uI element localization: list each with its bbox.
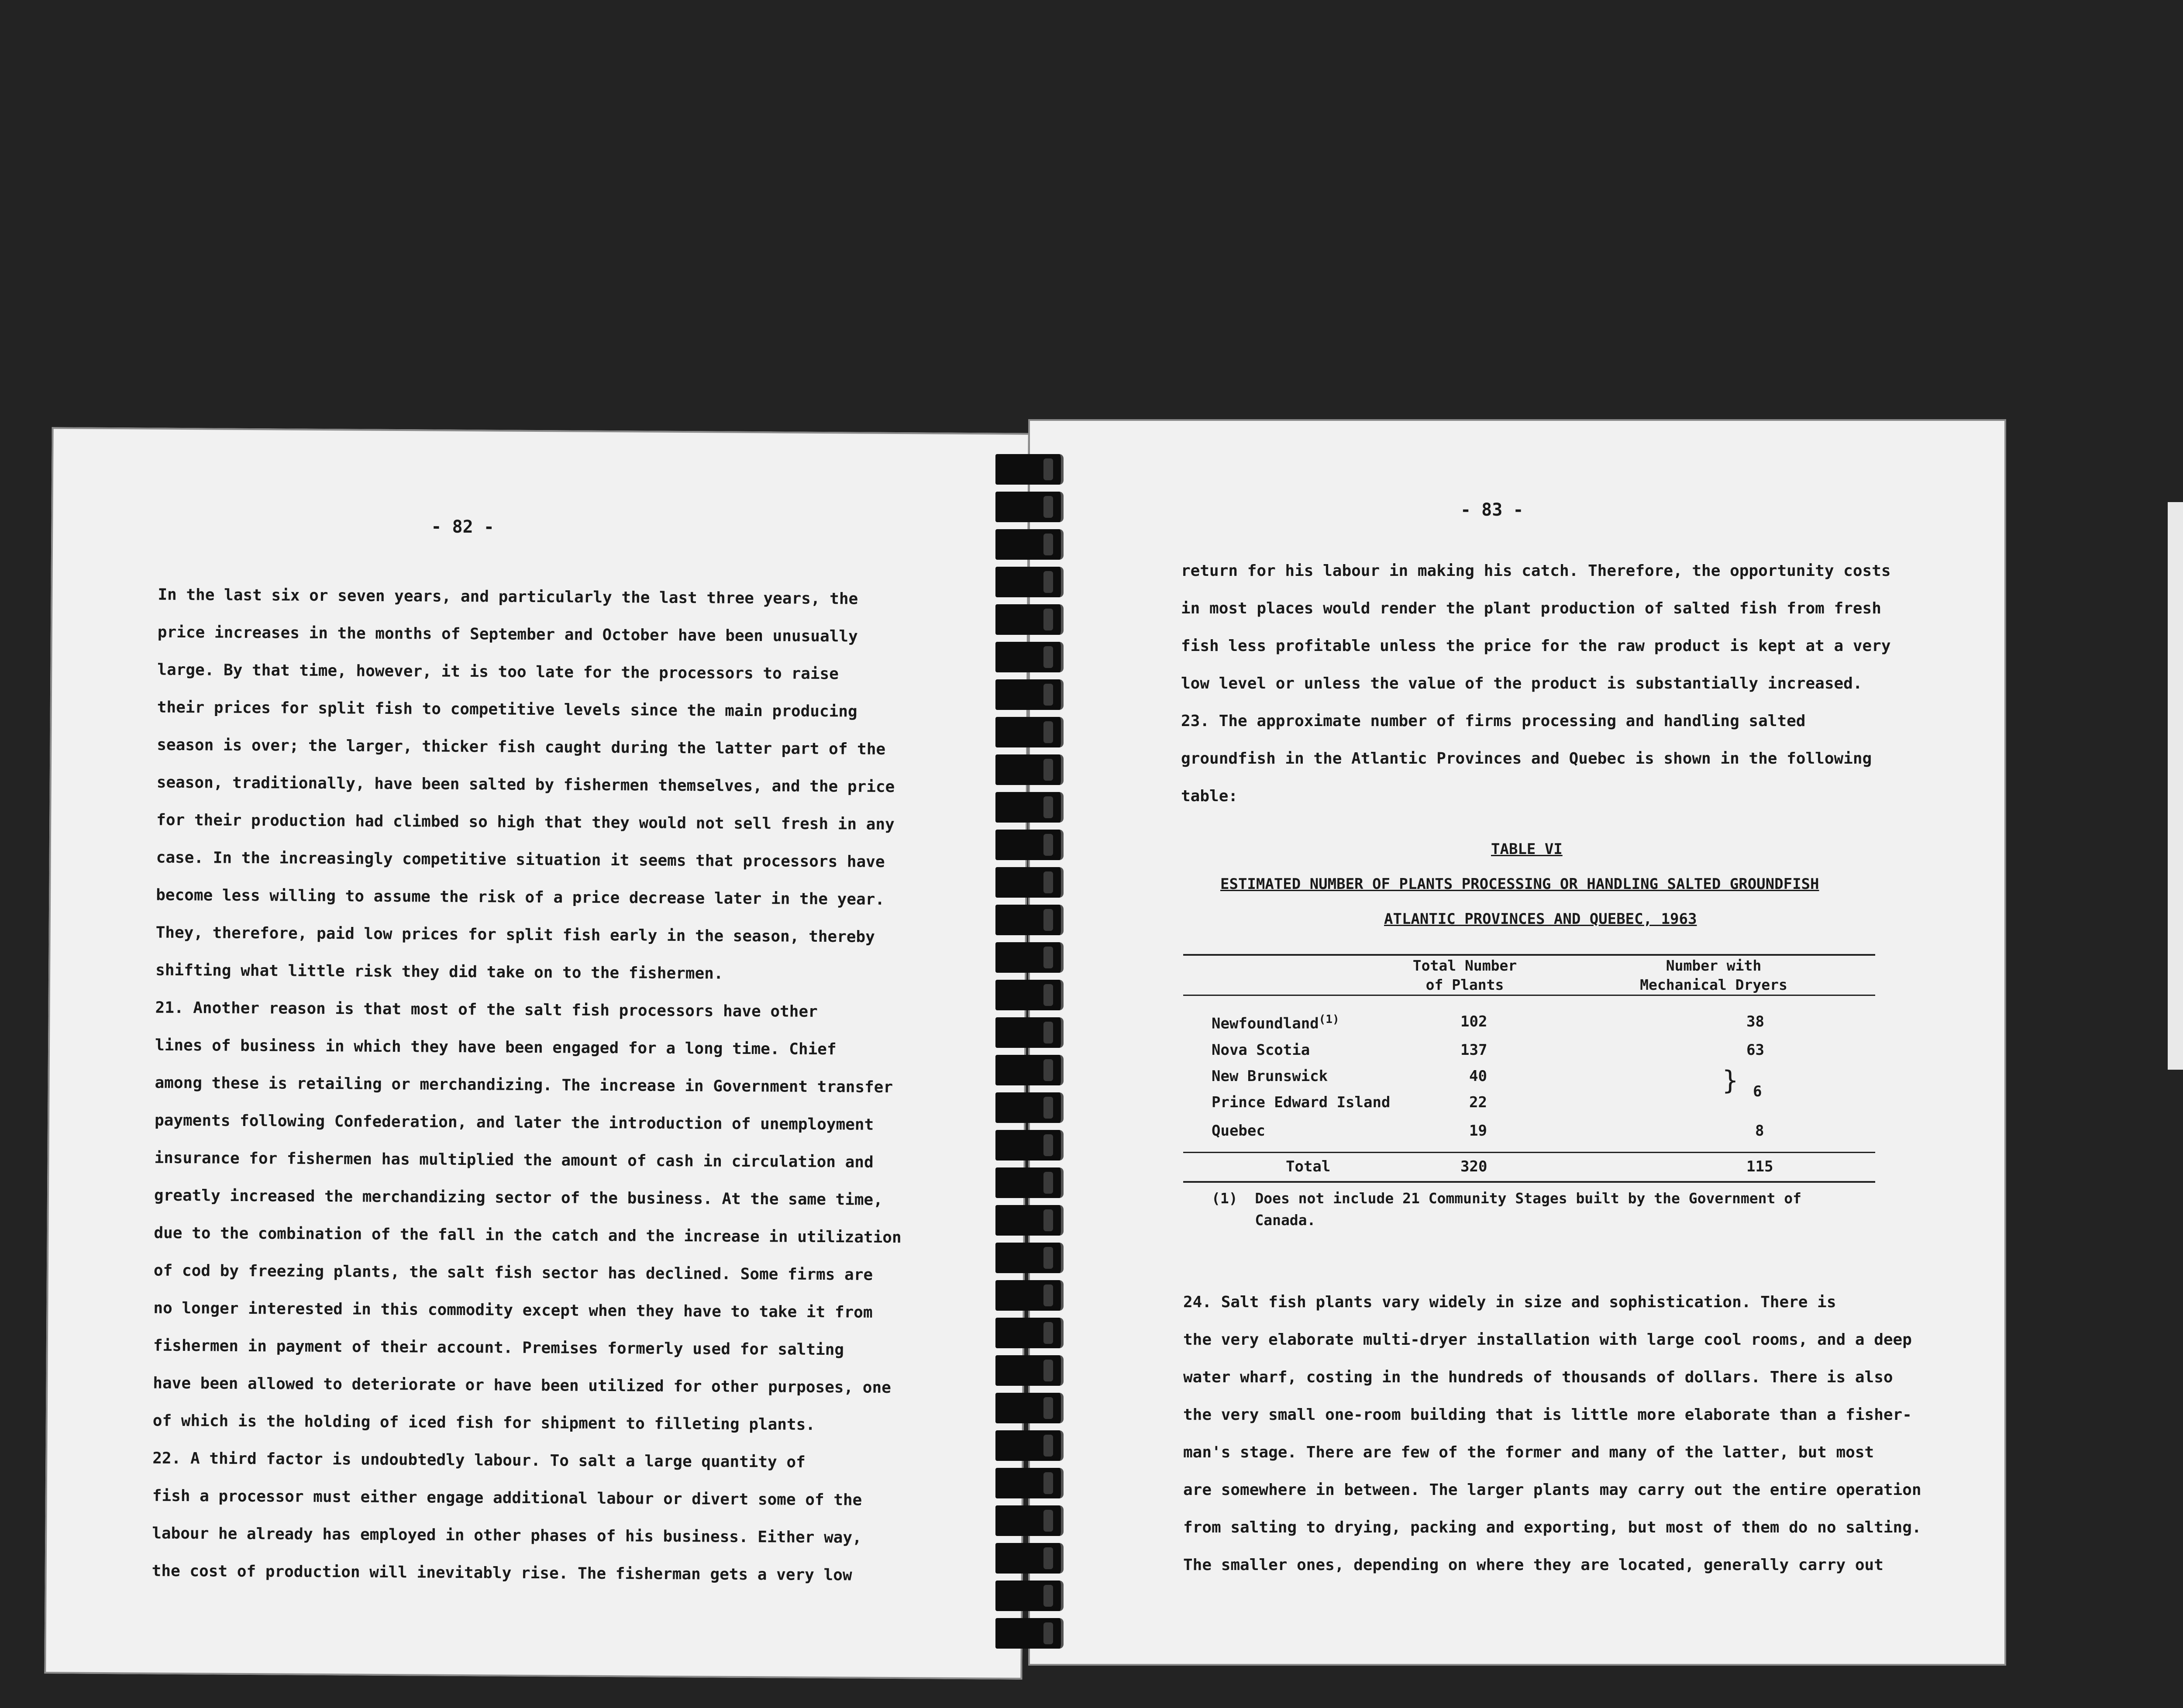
binding-coil: [995, 1280, 1064, 1311]
text-line: payments following Confederation, and later the introduction of unemployment: [154, 1111, 874, 1134]
page-number: - 82 -: [431, 517, 495, 537]
text-line: due to the combination of the fall in the catch and the increase in utilization: [154, 1224, 902, 1247]
col-header-total: Total Number of Plants: [1412, 957, 1517, 993]
table-subtitle: ATLANTIC PROVINCES AND QUEBEC, 1963: [1384, 910, 1697, 928]
text-line: shifting what little risk they did take on to the fishermen.: [155, 961, 723, 983]
binding-coil: [995, 1055, 1064, 1085]
binding-coil: [995, 754, 1064, 785]
text-line: fish less profitable unless the price for the raw product is kept at a very: [1181, 637, 1891, 655]
text-line: in most places would render the plant production of salted fish from fresh: [1181, 599, 1881, 617]
binding-coil: [995, 1468, 1064, 1498]
table-row: New Brunswick 40: [1212, 1068, 1487, 1085]
text-line: of which is the holding of iced fish for shipment to filleting plants.: [152, 1412, 816, 1434]
text-line: among these is retailing or merchandizing. The increase in Government transfer: [155, 1074, 893, 1096]
table-header-rule: [1183, 995, 1875, 996]
text-line: case. In the increasingly competitive situation it seems that processors have: [156, 848, 885, 871]
binding-coil: [995, 1017, 1064, 1048]
table-row: Nova Scotia 137 63: [1212, 1041, 1764, 1059]
binding-coil: [995, 1243, 1064, 1273]
text-line: no longer interested in this commodity except when they have to take it from: [153, 1299, 873, 1322]
binding-coil: [995, 1505, 1064, 1536]
col-header-dryers: Number with Mechanical Dryers: [1640, 957, 1787, 993]
binding-coil: [995, 1167, 1064, 1198]
binding-coil: [995, 717, 1064, 747]
text-line: have been allowed to deteriorate or have been utilized for other purposes, one: [153, 1374, 892, 1397]
binding-coil: [995, 567, 1064, 597]
table-label: TABLE VI: [1491, 840, 1563, 858]
right-page-body-top: [1181, 552, 1891, 815]
text-line: large. By that time, however, it is too late for the processors to raise: [157, 661, 839, 683]
page-number: - 83 -: [1460, 500, 1524, 520]
text-line: for their production had climbed so high that they would not sell fresh in any: [156, 811, 895, 833]
binding-coil: [995, 1318, 1064, 1348]
binding-coil: [995, 454, 1064, 485]
table-row: Quebec 19 8: [1212, 1122, 1764, 1140]
text-line: their prices for split fish to competitive levels since the main producing: [157, 698, 857, 721]
text-line: man's stage. There are few of the former and many of the latter, but most: [1183, 1443, 1874, 1461]
text-line: water wharf, costing in the hundreds of thousands of dollars. There is also: [1183, 1368, 1893, 1386]
text-line: from salting to drying, packing and exporting, but most of them do no salting.: [1183, 1519, 1921, 1536]
right-page: [1028, 419, 2006, 1666]
left-page-body: [152, 576, 905, 1594]
binding-coil: [995, 492, 1064, 522]
text-line: table:: [1181, 787, 1238, 805]
table-footnote: (1) Does not include 21 Community Stages built by the Government of Canada.: [1212, 1190, 1802, 1229]
text-line: become less willing to assume the risk of a price decrease later in the year.: [156, 886, 885, 909]
table-top-rule: [1183, 954, 1875, 956]
binding-coil: [995, 1393, 1064, 1423]
text-line: fish a processor must either engage additional labour or divert some of the: [152, 1487, 862, 1509]
text-line: low level or unless the value of the product is substantially increased.: [1181, 675, 1863, 692]
binding-coil: [995, 1581, 1064, 1611]
text-line: price increases in the months of September and October have been unusually: [157, 623, 858, 646]
text-line: 24. Salt fish plants vary widely in size and sophistication. There is: [1183, 1293, 1836, 1311]
text-line: the cost of production will inevitably rise. The fisherman gets a very low: [152, 1562, 852, 1584]
text-line: the very small one-room building that is little more elaborate than a fisher-: [1183, 1406, 1912, 1424]
brace-mark: }: [1722, 1065, 1739, 1096]
binding-coil: [995, 867, 1064, 898]
text-line: lines of business in which they have been engaged for a long time. Chief: [155, 1036, 837, 1059]
binding-coil: [995, 980, 1064, 1010]
text-line: insurance for fishermen has multiplied the amount of cash in circulation and: [154, 1149, 874, 1171]
binding-coil: [995, 1130, 1064, 1160]
right-page-body-bottom: [1183, 1284, 1921, 1584]
text-line: are somewhere in between. The larger plants may carry out the entire operation: [1183, 1481, 1921, 1499]
table-bottom-rule: [1183, 1181, 1875, 1183]
binding-coil: [995, 1205, 1064, 1236]
text-line: They, therefore, paid low prices for split fish early in the season, thereby: [155, 923, 875, 946]
text-line: 21. Another reason is that most of the salt fish processors have other: [155, 999, 818, 1021]
text-line: return for his labour in making his catch. Therefore, the opportunity costs: [1181, 562, 1891, 580]
binding-coil: [995, 642, 1064, 672]
text-line: groundfish in the Atlantic Provinces and Quebec is shown in the following: [1181, 750, 1872, 768]
binding-coil: [995, 604, 1064, 635]
left-page: [44, 427, 1030, 1680]
binding-coil: [995, 942, 1064, 973]
text-line: season, traditionally, have been salted by fishermen themselves, and the price: [156, 773, 895, 796]
binding-coil: [995, 1618, 1064, 1649]
text-line: of cod by freezing plants, the salt fish sector has declined. Some firms are: [153, 1261, 873, 1284]
combined-dryers-value: 6: [1753, 1083, 1762, 1100]
binding-coil: [995, 679, 1064, 710]
text-line: labour he already has employed in other phases of his business. Either way,: [152, 1524, 862, 1547]
table-title: ESTIMATED NUMBER OF PLANTS PROCESSING OR HANDLING SALTED GROUNDFISH: [1220, 875, 1819, 893]
binding-coil: [995, 830, 1064, 860]
binding-coil: [995, 529, 1064, 560]
binding-coil: [995, 1430, 1064, 1461]
text-line: The smaller ones, depending on where they are located, generally carry out: [1183, 1556, 1883, 1574]
text-line: fishermen in payment of their account. Premises formerly used for salting: [153, 1336, 844, 1359]
text-line: In the last six or seven years, and particularly the last three years, the: [158, 585, 858, 608]
text-line: season is over; the larger, thicker fish caught during the latter part of the: [157, 736, 886, 758]
text-line: 22. A third factor is undoubtedly labour. To salt a large quantity of: [152, 1449, 806, 1471]
binding-coil: [995, 1355, 1064, 1386]
table-row: Prince Edward Island 22: [1212, 1094, 1487, 1111]
table-total-row: Total 320 115: [1286, 1158, 1773, 1175]
binding-coil: [995, 792, 1064, 823]
spiral-binding: [995, 454, 1065, 1659]
text-line: the very elaborate multi-dryer installation with large cool rooms, and a deep: [1183, 1331, 1912, 1349]
table-row: Newfoundland$^{(1)}$ 102 38: [1212, 1013, 1764, 1033]
binding-coil: [995, 905, 1064, 935]
archive-reference-label: [2168, 502, 2183, 1070]
table-total-rule: [1183, 1152, 1875, 1153]
text-line: greatly increased the merchandizing sector of the business. At the same time,: [154, 1186, 883, 1209]
text-line: 23. The approximate number of firms processing and handling salted: [1181, 712, 1806, 730]
binding-coil: [995, 1543, 1064, 1574]
binding-coil: [995, 1092, 1064, 1123]
